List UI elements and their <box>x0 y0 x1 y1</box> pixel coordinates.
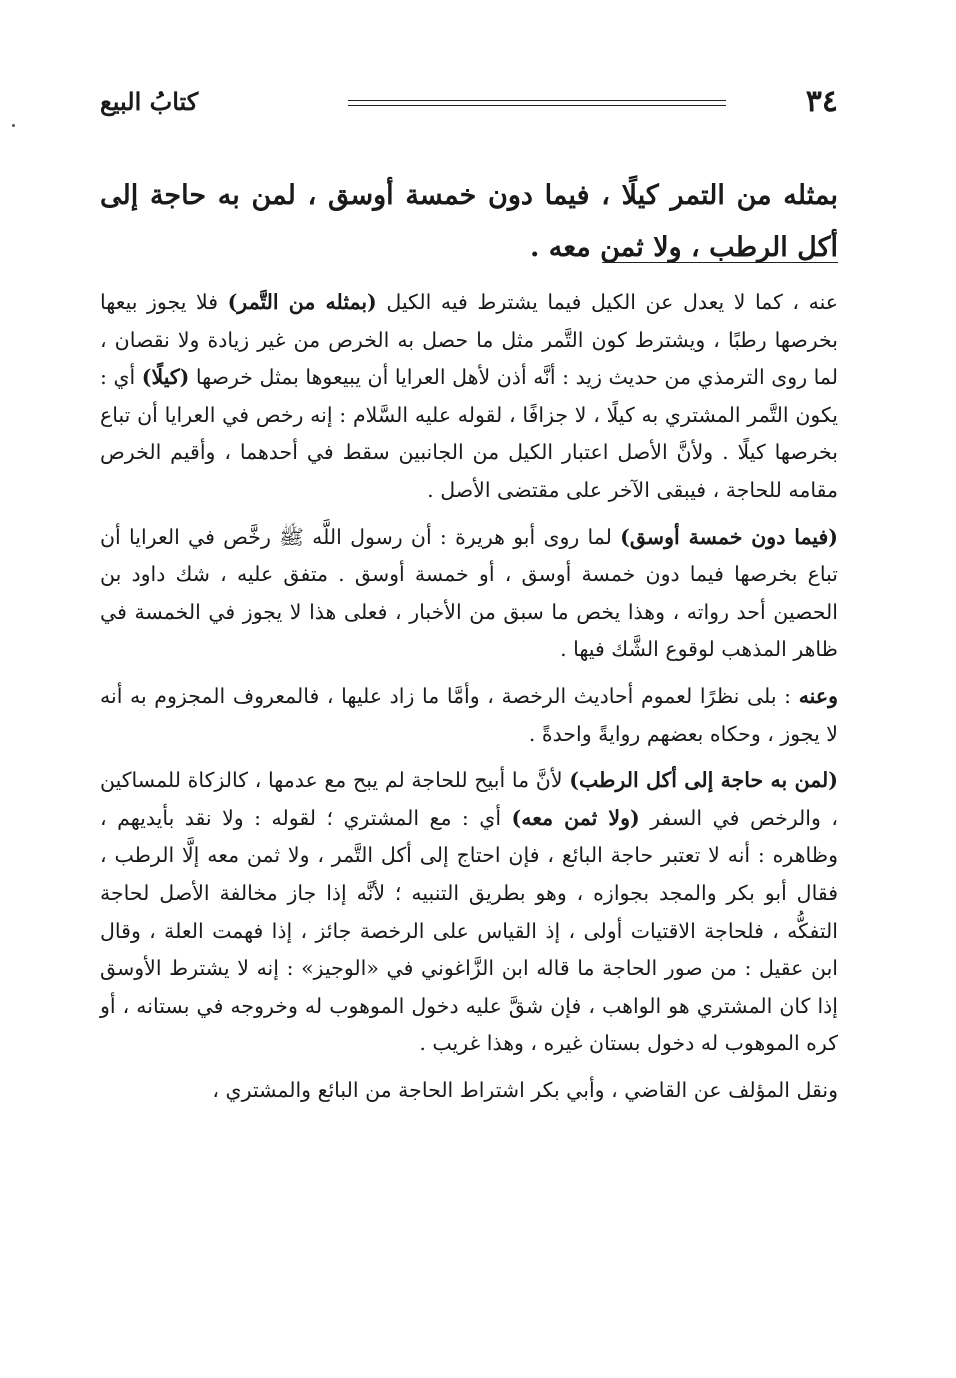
commentary-body <box>100 284 838 1118</box>
commentary-paragraph <box>100 762 838 1063</box>
commentary-text: : بلى نظرًا لعموم أحاديث الرخصة ، وأمَّا ما زاد عليها ، فالمعروف المجزوم به أنه لا يجوز ، وحكاه بعضهم روايةً واحدةً . <box>100 683 838 746</box>
commentary-paragraph <box>100 1072 838 1110</box>
matn-text: بمثله من التمر كيلًا ، فيما دون خمسة أوسق ، لمن به حاجة إلى أكل الرطب ، ولا ثمن معه . <box>100 180 838 263</box>
commentary-paragraph <box>100 284 838 510</box>
commentary-text: لما روى أبو هريرة : أن رسول اللَّه ﷺ رخَّص في العرايا أن تباع بخرصها فيما دون خمسة أوسق ، أو خمسة أوسق . متفق عليه ، شك داود بن الحصين أحد رواته ، وهذا يخص ما سبق من الأخبار ، فعلى هذا لا يجوز في الخمسة في ظاهر المذهب لوقوع الشَّك فيها . <box>100 524 838 662</box>
quoted-matn: (فيما دون خمسة أوسق) <box>620 524 838 549</box>
margin-dot <box>12 124 15 127</box>
commentary-text: لأنَّ ما أبيح للحاجة لم يبح مع عدمها ، كالزكاة للمساكين ، والرخص في السفر <box>100 768 838 830</box>
matn-separator-rule <box>602 262 838 263</box>
quoted-matn: (كيلًا) <box>141 365 190 390</box>
commentary-paragraph <box>100 519 838 669</box>
quoted-matn: (بمثله من التَّمر) <box>227 290 377 314</box>
page-header <box>100 82 838 126</box>
commentary-text: ونقل المؤلف عن القاضي ، وأبي بكر اشتراط الحاجة من البائع والمشتري ، <box>212 1077 838 1102</box>
commentary-text: فلا يجوز بيعها بخرصها رطبًا ، ويشترط كون التَّمر مثل ما حصل به الخرص من غير زيادة ولا نقصان ، لما روى الترمذي من حديث زيد : أنَّه أذن لأهل العرايا أن يبيعوها بمثل خرصها <box>100 290 839 390</box>
commentary-paragraph <box>100 678 838 753</box>
commentary-text: أي : يكون التَّمر المشتري به كيلًا ، لا جزافًا ، لقوله عليه السَّلام : إنه رخص في العرايا أن تباع بخرصها كيلًا . ولأنَّ الأصل اعتبار الكيل من الجانبين سقط في أحدهما ، وأقيم الخرص مقامه للحاجة ، فيبقى الآخر على مقتضى الأصل . <box>100 365 838 502</box>
commentary-text: عنه ، كما لا يعدل عن الكيل فيما يشترط فيه الكيل <box>376 290 838 314</box>
commentary-text: أي : مع المشتري ؛ لقوله : ولا نقد بأيديهم ، وظاهره : أنه لا تعتبر حاجة البائع ، فإن احتاج إلى أكل التَّمر ، ولا ثمن معه إلَّا الرطب ، فقال أبو بكر والمجد بجوازه ، وهو بطريق التنبيه ؛ لأنَّه إذا جاز مخالفة الأصل لحاجة التفكُّه ، فلحاجة الاقتيات أولى ، إذ القياس على الرخصة جائز ، إذا فهمت العلة ، وقال ابن عقيل : من صور الحاجة ما قاله ابن الزَّاغوني في «الوجيز» : إنه لا يشترط الأوسق إذا كان المشتري هو الواهب ، فإن شقَّ عليه دخول الموهوب له وخروجه في بستانه ، أو كره الموهوب له دخول بستان غيره ، وهذا غريب . <box>100 805 838 1056</box>
quoted-matn: (لمن به حاجة إلى أكل الرطب) <box>569 768 838 793</box>
quoted-matn: (ولا ثمن معه) <box>511 805 640 830</box>
running-title: كتابُ البيع <box>100 87 199 116</box>
quoted-matn: وعنه <box>798 683 838 708</box>
header-rule <box>348 100 726 106</box>
page-number: ٣٤ <box>805 84 838 119</box>
